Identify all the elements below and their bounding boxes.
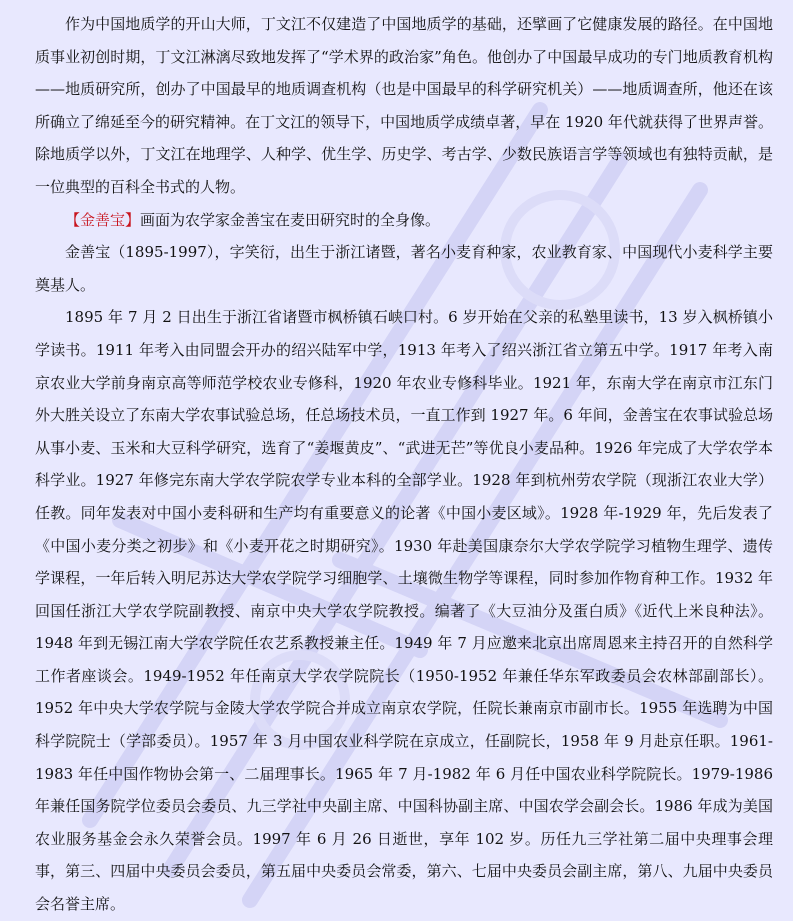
paragraph-text: 作为中国地质学的开山大师，丁文江不仅建造了中国地质学的基础，还擘画了它健康发展的路径。在中国地质事业初创时期，丁文江淋漓尽致地发挥了“学术界的政治家”角色。他创办了中国最早成功的专门地质教育机构——地质研究所，创办了中国最早的地质调查机构（也是中国最早的科学研究机关）——地质调查所，他还在该所确立了绵延至今的研究精神。在丁文江的领导下，中国地质学成绩卓著，早在 1920 年代就获得了世界声誉。除地质学以外，丁文江在地理学、人种学、优生学、历史学、考古学、少数民族语言学等领域也有独特贡献，是一位典型的百科全书式的人物。 [35, 15, 773, 196]
paragraph-text: 金善宝（1895-1997），字笑衍，出生于浙江诸暨，著名小麦育种家，农业教育家、中国现代小麦科学主要奠基人。 [35, 243, 773, 294]
paragraph-biography [35, 301, 773, 920]
paragraph-text: 1895 年 7 月 2 日出生于浙江省诸暨市枫桥镇石峡口村。6 岁开始在父亲的私塾里读书，13 岁入枫桥镇小学读书。1911 年考入由同盟会开办的绍兴陆军中学，1913 年考入了绍兴浙江省立第五中学。1917 年考入南京农业大学前身南京高等师范学校农业专修科，1920 年农业专修科毕业。1921 年，东南大学在南京市江东门外大胜关设立了东南大学农事试验总场，任总场技术员，一直工作到 1927 年。6 年间，金善宝在农事试验总场从事小麦、玉米和大豆科学研究，选育了“姜堰黄皮”、“武进无芒”等优良小麦品种。1926 年完成了大学农学本科学业。1927 年修完东南大学农学院农学专业本科的全部学业。1928 年到杭州劳农学院（现浙江农业大学）任教。同年发表对中国小麦科研和生产均有重要意义的论著《中国小麦区域》。1928 年-1929 年，先后发表了《中国小麦分类之初步》和《小麦开花之时期研究》。1930 年赴美国康奈尔大学农学院学习植物生理学、遗传学课程，一年后转入明尼苏达大学农学院学习细胞学、土壤微生物学等课程，同时参加作物育种工作。1932 年回国任浙江大学农学院副教授、南京中央大学农学院教授。编著了《大豆油分及蛋白质》《近代上米良种法》。1948 年到无锡江南大学农学院任农艺系教授兼主任。1949 年 7 月应邀来北京出席周恩来主持召开的自然科学工作者座谈会。1949-1952 年任南京大学农学院院长（1950-1952 年兼任华东军政委员会农林部副部长）。1952 年中央大学农学院与金陵大学农学院合并成立南京农学院，任院长兼南京市副市长。1955 年选聘为中国科学院院士（学部委员）。1957 年 3 月中国农业科学院在京成立，任副院长，1958 年 9 月赴京任职。1961-1983 年任中国作物协会第一、二届理事长。1965 年 7 月-1982 年 6 月任中国农业科学院院长。1979-1986 年兼任国务院学位委员会委员、九三学社中央副主席、中国科协副主席、中国农学会副会长。1986 年成为美国农业服务基金会永久荣誉会员。1997 年 6 月 26 日逝世，享年 102 岁。历任九三学社第二届中央理事会理事，第三、四届中央委员会委员，第五届中央委员会常委，第六、七届中央委员会副主席，第八、九届中央委员会名誉主席。 [35, 308, 773, 914]
paragraph-intro-jin-shanbao [35, 236, 773, 301]
paragraph-ding-wenjiang [35, 8, 773, 204]
paragraph-text: 画面为农学家金善宝在麦田研究时的全身像。 [140, 210, 441, 229]
section-tag: 【金善宝】 [65, 210, 141, 229]
paragraph-caption-jin-shanbao [35, 204, 773, 237]
